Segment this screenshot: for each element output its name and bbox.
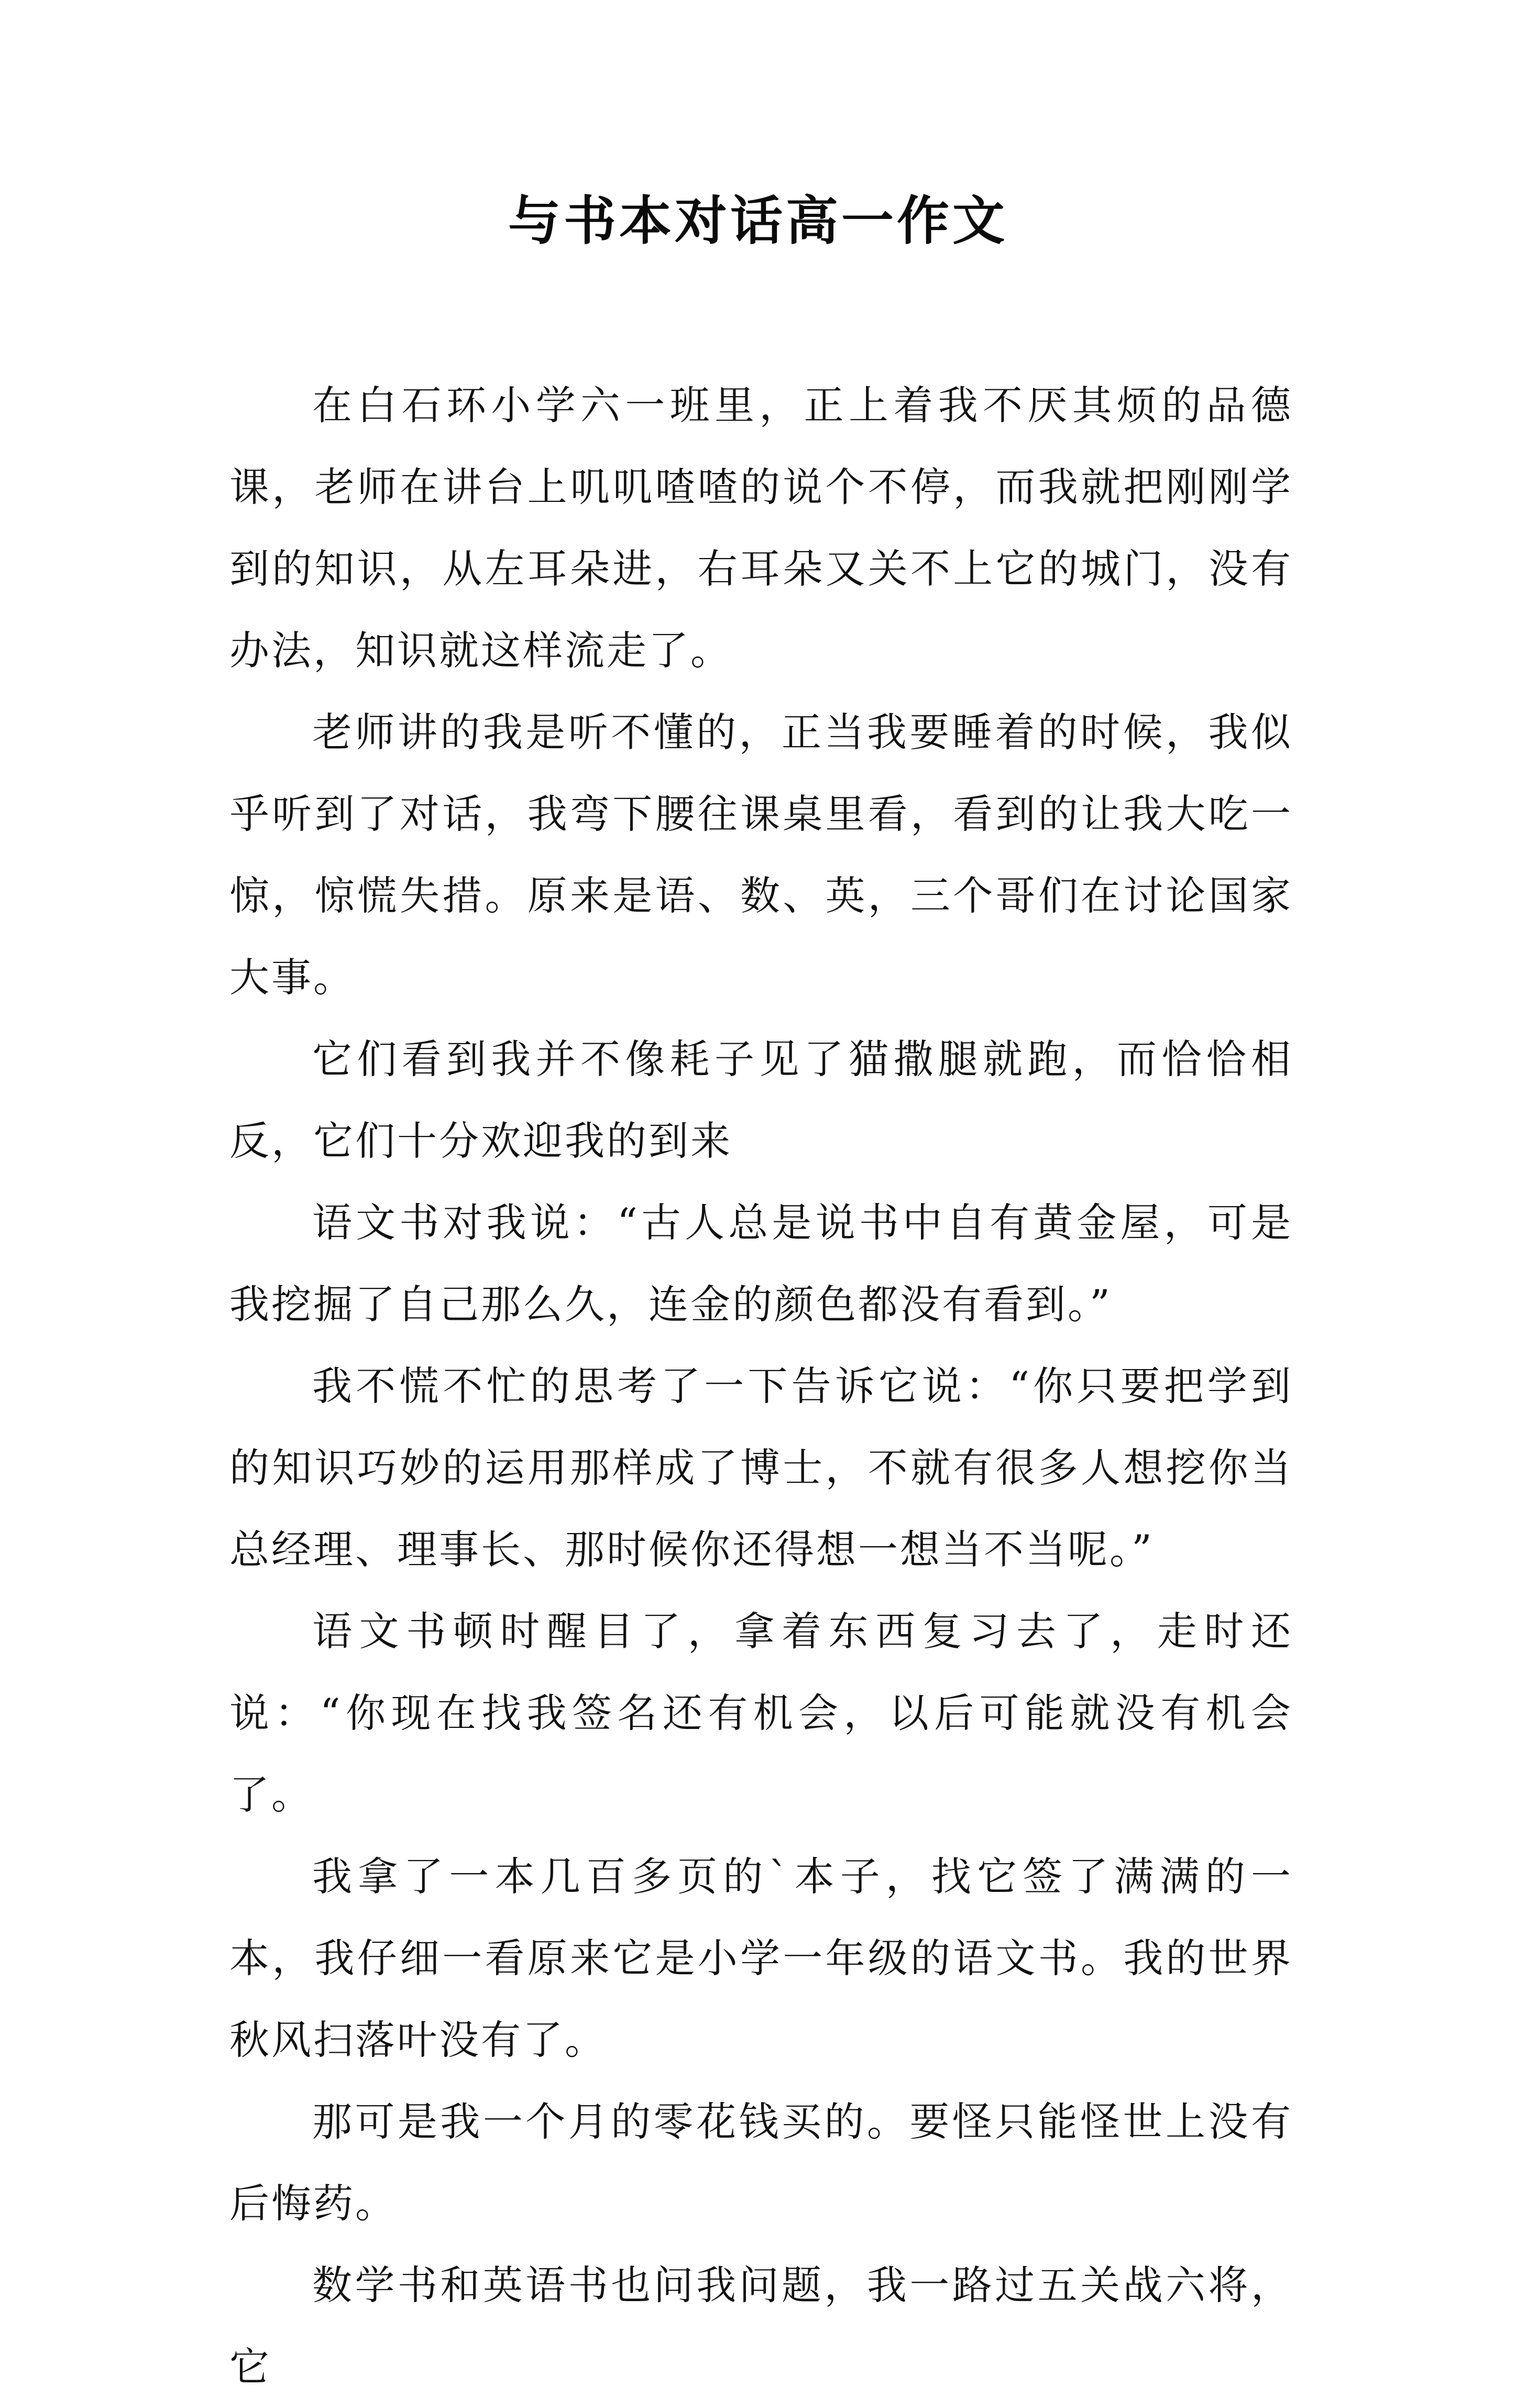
paragraph-6: 语文书顿时醒目了，拿着东西复习去了，走时还说：“你现在找我签名还有机会，以后可能就没有机会了。 [229,1608,1293,1818]
essay-body [229,365,1293,2408]
page-title: 与书本对话高一作文 [508,190,1008,251]
paragraph-7: 我拿了一本几百多页的`本子，找它签了满满的一本，我仔细一看原来它是小学一年级的语文书。我的世界秋风扫落叶没有了。 [229,1853,1293,2063]
paragraph-8: 那可是我一个月的零花钱买的。要怪只能怪世上没有后悔药。 [229,2098,1293,2227]
paragraph-4: 语文书对我说：“古人总是说书中自有黄金屋，可是我挖掘了自己那么久，连金的颜色都没有看到。” [229,1199,1293,1328]
paragraph-1: 在白石环小学六一班里，正上着我不厌其烦的品德课，老师在讲台上叽叽喳喳的说个不停，而我就把刚刚学到的知识，从左耳朵进，右耳朵又关不上它的城门，没有办法，知识就这样流走了。 [229,382,1293,674]
paragraph-2: 老师讲的我是听不懂的，正当我要睡着的时候，我似乎听到了对话，我弯下腰往课桌里看，看到的让我大吃一惊，惊慌失措。原来是语、数、英，三个哥们在讨论国家大事。 [229,709,1293,1001]
paragraph-9: 数学书和英语书也问我问题，我一路过五关战六将，它 [229,2262,1293,2390]
paragraph-5: 我不慌不忙的思考了一下告诉它说：“你只要把学到的知识巧妙的运用那样成了博士，不就有很多人想挖你当总经理、理事长、那时候你还得想一想当不当呢。” [229,1363,1293,1573]
paragraph-3: 它们看到我并不像耗子见了猫撒腿就跑，而恰恰相反，它们十分欢迎我的到来 [229,1036,1293,1164]
